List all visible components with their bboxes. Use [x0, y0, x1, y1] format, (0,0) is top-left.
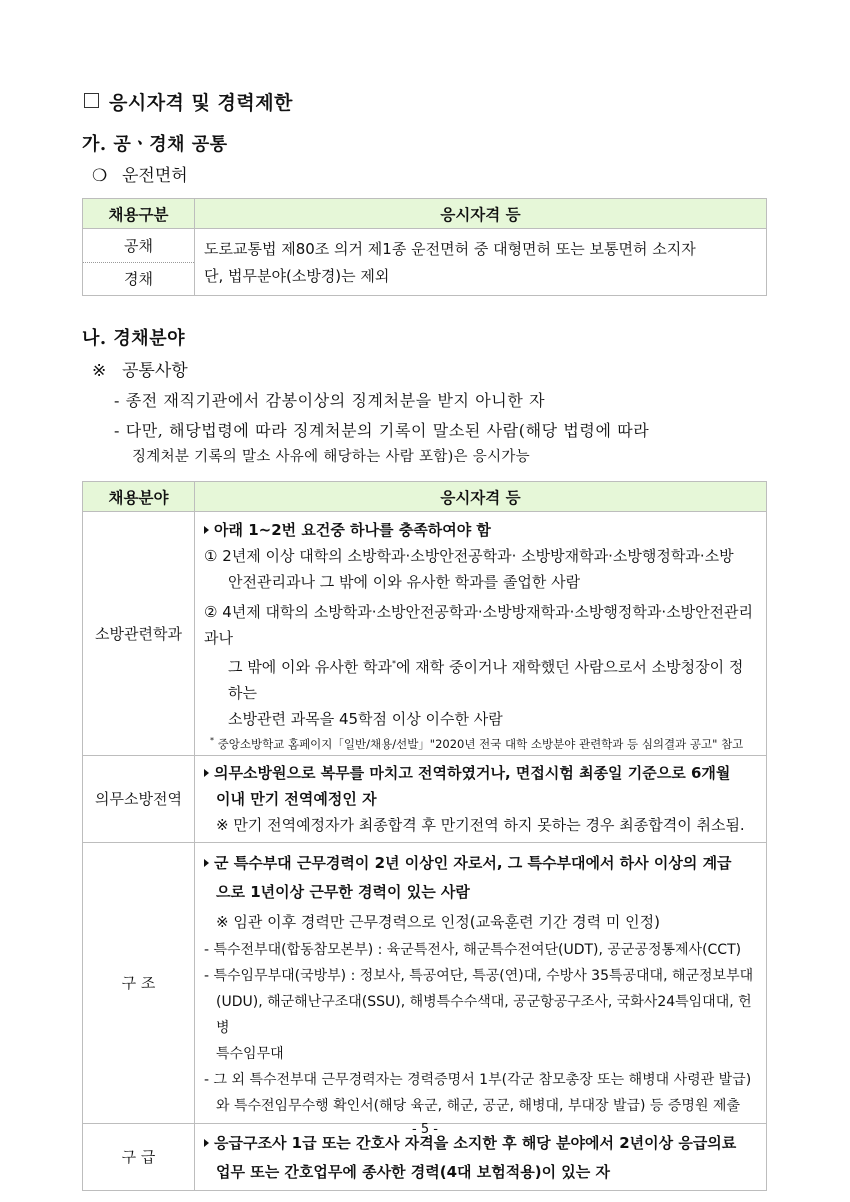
rescue-lead-a: [204, 849, 756, 878]
part-b-note: [92, 356, 188, 381]
category-open: 공채: [83, 229, 195, 263]
fire-dept-item2b-post: 에 재학 중이거나 재학했던 사람으로서 소방청장이 정하는: [228, 658, 744, 702]
header-qualification: 응시자격 등: [195, 482, 767, 512]
fire-dept-lead-text: 아래 1~2번 요건중 하나를 충족하여야 함: [214, 521, 491, 539]
rescue-sub3a: - 그 외 특수전부대 근무경력자는 경력증명서 1부(각군 참모총장 또는 해병대 사령관 발급): [204, 1071, 752, 1088]
common-item-1: - 종전 재직기관에서 감봉이상의 징계처분을 받지 아니한 자: [114, 391, 546, 410]
rescue-lead-b: 으로 1년이상 근무한 경력이 있는 사람: [216, 882, 470, 901]
triangle-bullet-icon: [204, 526, 209, 534]
circle-bullet-icon: ❍: [92, 166, 108, 186]
ems-lead-b: 업무 또는 간호업무에 종사한 경력(4대 보험적용)이 있는 자: [216, 1162, 610, 1181]
rescue-content: [195, 842, 767, 1123]
section-heading: [84, 88, 293, 115]
ems-lead-a-text: 응급구조사 1급 또는 간호사 자격을 소지한 후 해당 분야에서 2년이상 응급의료: [214, 1133, 737, 1152]
mandatory-note: ※ 만기 전역예정자가 최종합격 후 만기전역 하지 못하는 경우 최종합격이 취소됨.: [216, 815, 745, 834]
table-row: [83, 842, 767, 1123]
rescue-sub1: - 특수전부대(합동참모본부) : 육군특전사, 해군특수전여단(UDT), 공군공정통제사(CCT): [204, 941, 742, 958]
rescue-sub3b: 와 특수전임무수행 확인서(해당 육군, 해군, 공군, 해병대, 부대장 발급) 등 증명원 제출: [216, 1097, 740, 1114]
license-content: [195, 229, 767, 296]
fire-dept-lead: [204, 517, 756, 543]
rescue-sub2b: (UDU), 해군해난구조대(SSU), 해병특수수색대, 공군항공구조사, 국화사24특임대대, 헌병: [216, 993, 752, 1036]
fire-dept-footnote: [204, 732, 756, 753]
footnote-mark: *: [210, 736, 214, 745]
table-header-row: [83, 482, 767, 512]
license-line-1: 도로교통법 제80조 의거 제1종 운전면허 중 대형면허 또는 보통면허 소지자: [204, 240, 696, 258]
fire-dept-item1b: 안전관리과나 그 밖에 이와 유사한 학과를 졸업한 사람: [228, 573, 581, 591]
table-row: [83, 512, 767, 756]
header-qualification: 응시자격 등: [195, 199, 767, 229]
fire-dept-item2b: [204, 651, 756, 706]
section-title: 응시자격 및 경력제한: [109, 92, 293, 114]
fire-dept-item2c: 소방관련 과목을 45학점 이상 이수한 사람: [228, 710, 503, 728]
field-rescue: 구 조: [83, 842, 195, 1123]
fire-dept-item2b-pre: 그 밖에 이와 유사한 학과: [228, 658, 392, 676]
page-number: - 5 -: [412, 1122, 438, 1137]
part-a-title: 가. 공ㆍ경채 공통: [82, 134, 228, 155]
triangle-bullet-icon: [204, 859, 209, 867]
rescue-lead-a-text: 군 특수부대 근무경력이 2년 이상인 자로서, 그 특수부대에서 하사 이상의 계급: [214, 853, 732, 872]
license-table: [82, 198, 767, 296]
part-b-title: 나. 경채분야: [82, 328, 185, 349]
table-header-row: [83, 199, 767, 229]
mandatory-lead-a-text: 의무소방원으로 복무를 마치고 전역하였거나, 면접시험 최종일 기준으로 6개월: [214, 763, 731, 782]
table-row: [83, 229, 767, 263]
fire-dept-content: [195, 512, 767, 756]
rescue-sub2a: - 특수임무부대(국방부) : 정보사, 특공여단, 특공(연)대, 수방사 35특공대대, 해군정보부대: [204, 967, 754, 984]
field-fire-dept: 소방관련학과: [83, 512, 195, 756]
fire-dept-item2a: ② 4년제 대학의 소방학과·소방안전공학과·소방방재학과·소방행정학과·소방안전관리과나: [204, 603, 754, 647]
part-b-note-title: 공통사항: [122, 361, 188, 381]
header-field: 채용분야: [83, 482, 195, 512]
reference-mark-icon: ※: [92, 361, 107, 381]
common-item-2-cont: 징계처분 기록의 말소 사유에 해당하는 사람 포함)은 응시가능: [132, 449, 530, 465]
footnote-text: 중앙소방학교 홈페이지「일반/채용/선발」"2020년 전국 대학 소방분야 관련학과 등 심의결과 공고" 참고: [217, 736, 744, 751]
mandatory-service-content: [195, 755, 767, 842]
rescue-sub2c: 특수임무대: [216, 1045, 284, 1062]
category-career: 경채: [83, 262, 195, 296]
common-item-2: - 다만, 해당법령에 따라 징계처분의 기록이 말소된 사람(해당 법령에 따라: [114, 421, 650, 440]
fire-dept-item1a: ① 2년제 이상 대학의 소방학과·소방안전공학과· 소방방재학과·소방행정학과·소방: [204, 547, 734, 565]
field-mandatory-service: 의무소방전역: [83, 755, 195, 842]
part-a-bullet: [92, 161, 188, 186]
triangle-bullet-icon: [204, 1139, 209, 1147]
part-a-bullet-text: 운전면허: [122, 166, 188, 186]
career-table: [82, 481, 767, 1191]
checkbox-square-icon: [84, 93, 99, 108]
triangle-bullet-icon: [204, 769, 209, 777]
field-ems: 구 급: [83, 1123, 195, 1190]
table-row: [83, 755, 767, 842]
mandatory-lead-a: [204, 760, 756, 786]
license-line-2: 단, 법무분야(소방경)는 제외: [204, 267, 390, 285]
rescue-note: ※ 임관 이후 경력만 근무경력으로 인정(교육훈련 기간 경력 미 인정): [216, 912, 660, 931]
mandatory-lead-b: 이내 만기 전역예정인 자: [216, 789, 377, 808]
footnote-ref: *: [391, 659, 396, 668]
header-category: 채용구분: [83, 199, 195, 229]
